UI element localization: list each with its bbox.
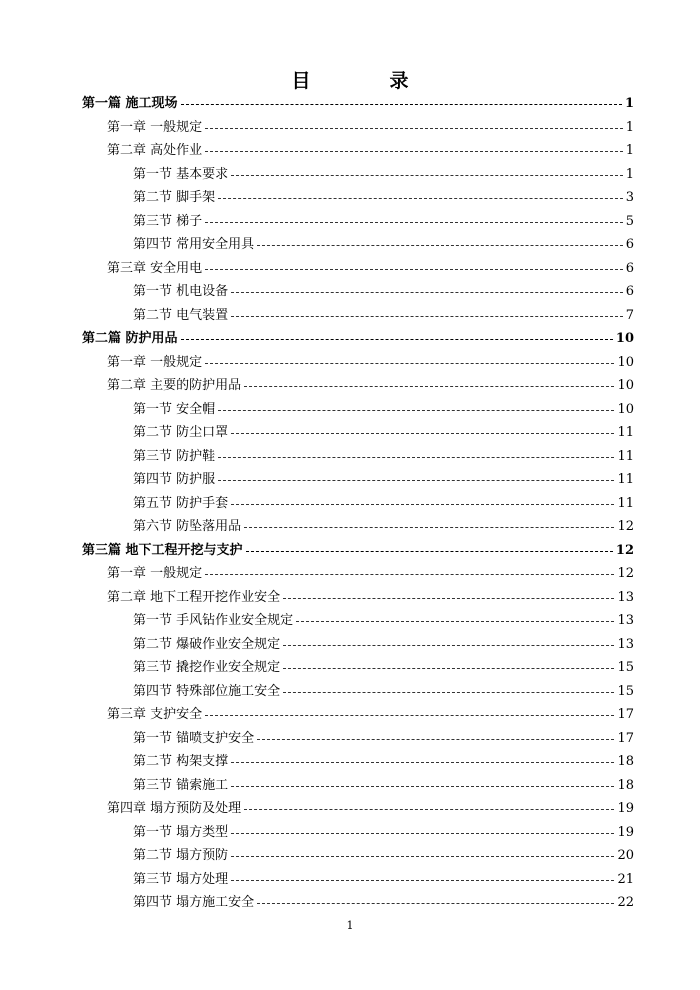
dot-leader — [231, 175, 623, 176]
toc-entry-title: 第四节 常用安全用具 — [133, 237, 255, 252]
toc-entry-page: 6 — [625, 237, 634, 252]
dot-leader — [231, 856, 614, 857]
toc-entry[interactable] — [82, 304, 634, 328]
toc-entry-title: 第一章 一般规定 — [107, 119, 203, 135]
toc-entry-title: 第六节 防坠落用品 — [133, 519, 242, 534]
dot-leader — [231, 880, 614, 881]
dot-leader — [181, 104, 622, 105]
toc-entry[interactable] — [82, 821, 634, 845]
toc-entry-page: 6 — [625, 284, 634, 299]
toc-entry[interactable] — [82, 562, 634, 586]
dot-leader — [283, 692, 614, 693]
toc-entry-title: 第一章 一般规定 — [107, 566, 203, 581]
dot-leader — [283, 598, 614, 599]
toc-entry-title: 第二节 脚手架 — [133, 190, 216, 205]
toc-entry-page: 10 — [617, 401, 634, 417]
dot-leader — [218, 480, 614, 481]
toc-entry-title: 第三篇 地下工程开挖与支护 — [82, 542, 243, 558]
toc-entry[interactable] — [82, 445, 634, 469]
toc-entry-page: 13 — [617, 636, 634, 652]
toc-entry-page: 5 — [625, 213, 634, 229]
toc-entry[interactable] — [82, 280, 634, 304]
toc-entry-page: 12 — [615, 542, 634, 558]
toc-entry[interactable] — [82, 186, 634, 210]
dot-leader — [231, 762, 614, 763]
dot-leader — [246, 551, 613, 552]
toc-entry[interactable] — [82, 891, 634, 915]
toc-entry-title: 第一章 一般规定 — [107, 354, 203, 370]
toc-entry-page: 10 — [617, 354, 634, 370]
toc-entry[interactable] — [82, 398, 634, 422]
toc-entry-title: 第二章 高处作业 — [107, 143, 203, 158]
table-of-contents — [82, 92, 634, 915]
dot-leader — [231, 833, 614, 834]
toc-entry-page: 7 — [625, 307, 634, 323]
toc-entry-title: 第四节 防护服 — [133, 472, 216, 487]
toc-entry-title: 第一节 安全帽 — [133, 401, 216, 417]
dot-leader — [244, 527, 614, 528]
dot-leader — [218, 457, 614, 458]
dot-leader — [244, 809, 614, 810]
toc-entry-page: 11 — [617, 495, 634, 511]
toc-entry-title: 第二节 防尘口罩 — [133, 425, 229, 440]
dot-leader — [205, 222, 623, 223]
toc-entry-title: 第五节 防护手套 — [133, 495, 229, 511]
dot-leader — [257, 739, 614, 740]
toc-entry-title: 第三章 安全用电 — [107, 260, 203, 276]
toc-entry-page: 21 — [617, 871, 634, 887]
toc-entry[interactable] — [82, 163, 634, 187]
toc-entry[interactable] — [82, 374, 634, 398]
toc-entry[interactable] — [82, 844, 634, 868]
toc-entry-title: 第二节 构架支撑 — [133, 754, 229, 769]
toc-entry-page: 22 — [617, 895, 634, 910]
toc-entry[interactable] — [82, 257, 634, 281]
toc-entry-page: 12 — [617, 519, 634, 534]
toc-entry-page: 11 — [617, 472, 634, 487]
toc-entry[interactable] — [82, 727, 634, 751]
dot-leader — [283, 645, 614, 646]
toc-entry[interactable] — [82, 139, 634, 163]
toc-entry[interactable] — [82, 750, 634, 774]
dot-leader — [205, 151, 623, 152]
dot-leader — [231, 433, 614, 434]
dot-leader — [205, 574, 614, 575]
toc-entry-page: 18 — [617, 754, 634, 769]
dot-leader — [205, 363, 614, 364]
toc-entry-page: 10 — [617, 378, 634, 393]
toc-entry-title: 第二节 电气装置 — [133, 307, 229, 323]
dot-leader — [218, 410, 614, 411]
toc-entry-page: 11 — [617, 448, 634, 464]
toc-entry[interactable] — [82, 797, 634, 821]
toc-entry-page: 15 — [617, 660, 634, 675]
toc-entry[interactable] — [82, 210, 634, 234]
toc-entry-page: 12 — [617, 566, 634, 581]
toc-entry-title: 第二章 地下工程开挖作业安全 — [107, 589, 281, 605]
toc-entry[interactable] — [82, 868, 634, 892]
toc-entry-page: 6 — [625, 260, 634, 276]
toc-entry-page: 10 — [615, 331, 634, 346]
toc-entry[interactable] — [82, 633, 634, 657]
toc-entry-title: 第一节 塌方类型 — [133, 824, 229, 840]
toc-entry-title: 第二节 爆破作业安全规定 — [133, 636, 281, 652]
toc-entry[interactable] — [82, 492, 634, 516]
dot-leader — [218, 198, 623, 199]
toc-entry-title: 第三节 锚索施工 — [133, 777, 229, 793]
toc-entry-title: 第三节 撬挖作业安全规定 — [133, 660, 281, 675]
toc-entry[interactable] — [82, 774, 634, 798]
toc-entry-title: 第三节 梯子 — [133, 213, 203, 229]
toc-entry[interactable] — [82, 327, 634, 351]
toc-entry-page: 11 — [617, 425, 634, 440]
toc-entry-title: 第三章 支护安全 — [107, 707, 203, 722]
dot-leader — [205, 269, 623, 270]
toc-entry[interactable] — [82, 468, 634, 492]
toc-entry-page: 17 — [617, 730, 634, 746]
toc-entry[interactable] — [82, 351, 634, 375]
toc-entry-page: 15 — [617, 683, 634, 699]
toc-entry[interactable] — [82, 680, 634, 704]
dot-leader — [257, 903, 614, 904]
toc-entry-page: 3 — [625, 190, 634, 205]
dot-leader — [205, 715, 614, 716]
dot-leader — [231, 504, 614, 505]
toc-entry-page: 1 — [624, 96, 634, 111]
page-title: 目 录 — [291, 70, 439, 92]
toc-entry-title: 第一节 基本要求 — [133, 166, 229, 182]
toc-entry-title: 第三节 防护鞋 — [133, 448, 216, 464]
toc-entry-title: 第四节 塌方施工安全 — [133, 895, 255, 910]
toc-entry-page: 1 — [625, 166, 634, 182]
toc-entry-title: 第二节 塌方预防 — [133, 848, 229, 863]
toc-entry-title: 第四节 特殊部位施工安全 — [133, 683, 281, 699]
dot-leader — [244, 386, 614, 387]
toc-entry-page: 1 — [625, 119, 634, 135]
toc-entry-title: 第二篇 防护用品 — [82, 331, 178, 346]
toc-entry-page: 19 — [617, 824, 634, 840]
toc-entry[interactable] — [82, 609, 634, 633]
toc-entry[interactable] — [82, 703, 634, 727]
toc-entry[interactable] — [82, 586, 634, 610]
toc-entry-title: 第三节 塌方处理 — [133, 871, 229, 887]
toc-entry-title: 第一篇 施工现场 — [82, 96, 178, 111]
toc-entry-title: 第一节 机电设备 — [133, 284, 229, 299]
dot-leader — [296, 621, 614, 622]
toc-entry-page: 17 — [617, 707, 634, 722]
toc-entry-page: 19 — [617, 801, 634, 816]
toc-entry-title: 第四章 塌方预防及处理 — [107, 801, 242, 816]
toc-entry[interactable] — [82, 515, 634, 539]
dot-leader — [231, 292, 623, 293]
toc-entry[interactable] — [82, 92, 634, 116]
toc-entry[interactable] — [82, 421, 634, 445]
dot-leader — [205, 128, 623, 129]
dot-leader — [231, 786, 614, 787]
toc-entry[interactable] — [82, 656, 634, 680]
toc-entry[interactable] — [82, 233, 634, 257]
dot-leader — [231, 316, 623, 317]
toc-entry-page: 13 — [617, 589, 634, 605]
dot-leader — [283, 668, 614, 669]
page-number: 1 — [346, 919, 354, 932]
toc-entry[interactable] — [82, 116, 634, 140]
dot-leader — [181, 339, 613, 340]
toc-entry-page: 13 — [617, 613, 634, 628]
toc-entry-title: 第一节 手风钻作业安全规定 — [133, 613, 294, 628]
toc-entry-page: 18 — [617, 777, 634, 793]
toc-entry[interactable] — [82, 539, 634, 563]
toc-entry-title: 第一节 锚喷支护安全 — [133, 730, 255, 746]
toc-entry-title: 第二章 主要的防护用品 — [107, 378, 242, 393]
dot-leader — [257, 245, 623, 246]
toc-entry-page: 1 — [625, 143, 634, 158]
toc-entry-page: 20 — [617, 848, 634, 863]
